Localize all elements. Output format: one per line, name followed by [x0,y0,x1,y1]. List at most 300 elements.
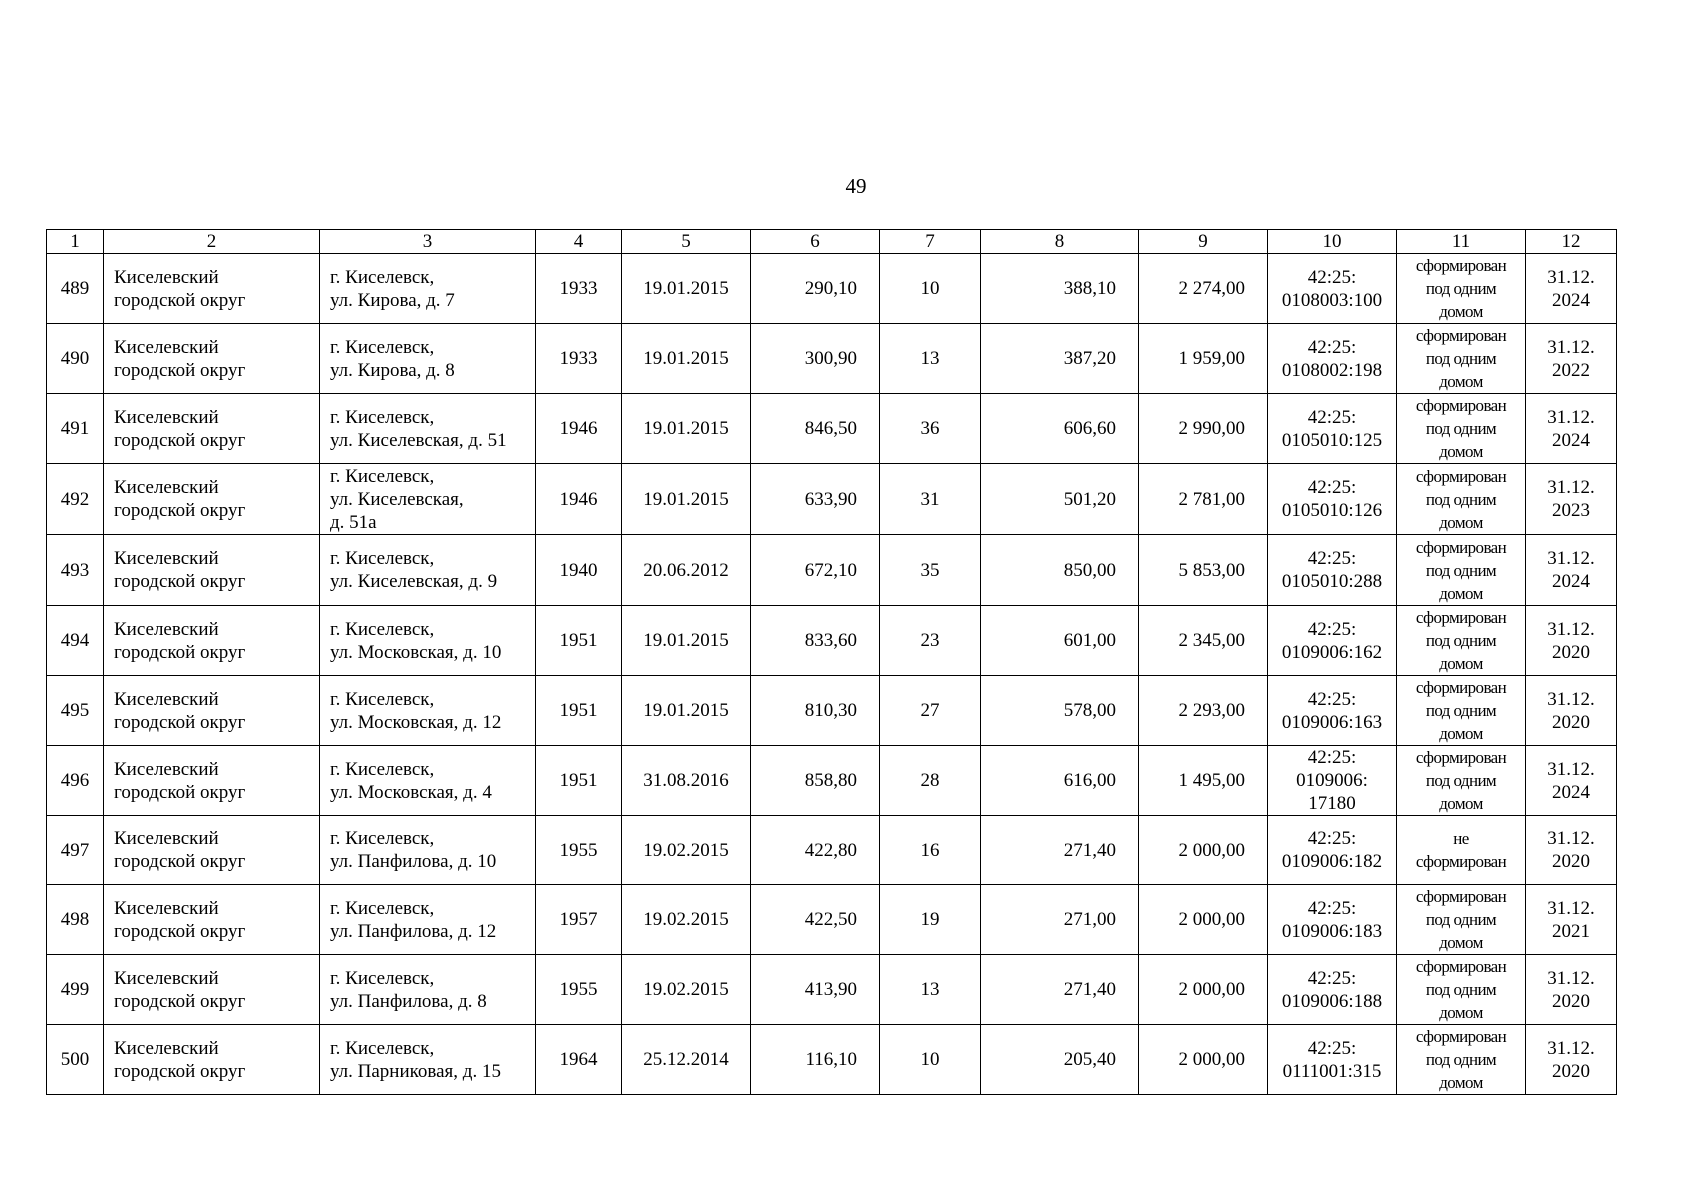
municipality-cell [104,1025,320,1095]
column-8-cell: 601,00 [981,606,1139,676]
address-cell-line: г. Киселевск, [330,1037,435,1059]
land-plot-status-cell [1397,535,1526,606]
registry-table [46,229,1617,1095]
land-plot-status-cell-line: домом [1439,302,1483,321]
cadastral-number-cell-line: 42:25: [1307,897,1357,919]
municipality-cell-line: Киселевский [114,336,219,358]
land-plot-status-cell [1397,885,1526,955]
municipality-cell-line: городской округ [114,500,246,521]
deadline-cell-line: 2020 [1552,851,1590,872]
column-9-cell: 2 000,00 [1139,885,1268,955]
column-9-cell: 2 990,00 [1139,394,1268,464]
date-cell: 25.12.2014 [622,1025,751,1095]
cadastral-number-cell-line: 0109006:183 [1281,920,1383,942]
address-cell [320,464,536,535]
municipality-cell-line: Киселевский [114,266,219,288]
address-cell-line: ул. Московская, д. 4 [330,781,492,803]
address-cell [320,606,536,676]
deadline-cell-line: 31.12. [1547,477,1595,498]
table-body [47,254,1617,1095]
address-cell-line: д. 51а [330,511,377,533]
land-plot-status-cell-line: сформирован [1415,852,1507,871]
year-cell: 1933 [536,254,622,324]
address-cell-line: г. Киселевск, [330,897,435,919]
land-plot-status-cell-line: домом [1439,583,1483,603]
municipality-cell [104,464,320,535]
column-8-cell: 271,00 [981,885,1139,955]
row-number-cell: 499 [47,955,104,1025]
address-cell [320,885,536,955]
column-7-cell: 19 [880,885,981,955]
column-7-cell: 10 [880,1025,981,1095]
cadastral-number-cell-line: 42:25: [1307,747,1357,768]
column-7-cell: 23 [880,606,981,676]
cadastral-number-cell-line: 42:25: [1307,688,1357,710]
address-cell-line: г. Киселевск, [330,266,435,288]
municipality-cell [104,885,320,955]
table-row [47,535,1617,606]
municipality-cell-line: Киселевский [114,758,219,780]
deadline-cell-line: 2024 [1552,571,1590,592]
column-8-cell: 606,60 [981,394,1139,464]
deadline-cell [1526,394,1617,464]
cadastral-number-cell [1268,955,1397,1025]
column-8-cell: 271,40 [981,955,1139,1025]
land-plot-status-cell-line: под одним [1425,771,1497,790]
column-7-cell: 13 [880,324,981,394]
address-cell [320,746,536,816]
land-plot-status-cell-line: под одним [1425,279,1497,298]
address-cell-line: г. Киселевск, [330,465,435,487]
deadline-cell [1526,606,1617,676]
deadline-cell-line: 31.12. [1547,266,1595,288]
land-plot-status-cell [1397,394,1526,464]
cadastral-number-cell [1268,606,1397,676]
land-plot-status-cell-line: сформирован [1415,748,1507,767]
land-plot-status-cell-line: не [1453,829,1469,848]
column-8-cell: 205,40 [981,1025,1139,1095]
address-cell-line: г. Киселевск, [330,688,435,710]
cadastral-number-cell [1268,816,1397,885]
address-cell-line: ул. Панфилова, д. 10 [330,851,497,872]
address-cell [320,254,536,324]
column-9-cell: 1 959,00 [1139,324,1268,394]
address-cell-line: г. Киселевск, [330,406,435,428]
column-header: 9 [1139,230,1268,254]
column-7-cell: 28 [880,746,981,816]
address-cell [320,1025,536,1095]
cadastral-number-cell [1268,746,1397,816]
year-cell: 1946 [536,394,622,464]
deadline-cell-line: 31.12. [1547,406,1595,428]
year-cell: 1951 [536,606,622,676]
deadline-cell-line: 2020 [1552,990,1590,1012]
column-7-cell: 27 [880,676,981,746]
municipality-cell-line: Киселевский [114,548,219,569]
column-9-cell: 2 274,00 [1139,254,1268,324]
column-7-cell: 16 [880,816,981,885]
deadline-cell [1526,676,1617,746]
municipality-cell-line: городской округ [114,289,246,311]
municipality-cell [104,394,320,464]
land-plot-status-cell-line: под одним [1425,980,1497,999]
column-8-cell: 578,00 [981,676,1139,746]
column-6-cell: 413,90 [751,955,880,1025]
land-plot-status-cell [1397,324,1526,394]
cadastral-number-cell [1268,676,1397,746]
land-plot-status-cell-line: сформирован [1415,608,1507,627]
cadastral-number-cell-line: 0108003:100 [1281,289,1383,311]
municipality-cell-line: городской округ [114,851,246,872]
municipality-cell-line: Киселевский [114,828,219,849]
date-cell: 19.02.2015 [622,816,751,885]
municipality-cell [104,746,320,816]
table-row [47,816,1617,885]
land-plot-status-cell-line: домом [1439,442,1483,461]
deadline-cell [1526,955,1617,1025]
column-6-cell: 422,80 [751,816,880,885]
table-row [47,464,1617,535]
row-number-cell: 498 [47,885,104,955]
deadline-cell [1526,464,1617,535]
cadastral-number-cell-line: 0111001:315 [1282,1060,1382,1082]
deadline-cell [1526,535,1617,606]
municipality-cell-line: Киселевский [114,406,219,428]
date-cell: 19.01.2015 [622,324,751,394]
land-plot-status-cell [1397,676,1526,746]
municipality-cell [104,816,320,885]
land-plot-status-cell-line: сформирован [1415,1027,1507,1046]
year-cell: 1957 [536,885,622,955]
municipality-cell-line: городской округ [114,711,246,733]
address-cell-line: г. Киселевск, [330,618,435,640]
address-cell-line: ул. Парниковая, д. 15 [330,1060,501,1082]
table-row [47,254,1617,324]
municipality-cell-line: городской округ [114,571,246,592]
land-plot-status-cell-line: под одним [1425,701,1497,720]
year-cell: 1955 [536,955,622,1025]
year-cell: 1951 [536,746,622,816]
year-cell: 1955 [536,816,622,885]
column-9-cell: 2 000,00 [1139,955,1268,1025]
land-plot-status-cell [1397,464,1526,535]
land-plot-status-cell-line: сформирован [1415,326,1507,345]
table-row [47,676,1617,746]
date-cell: 19.01.2015 [622,464,751,535]
cadastral-number-cell-line: 0109006:188 [1281,990,1383,1012]
row-number-cell: 492 [47,464,104,535]
land-plot-status-cell-line: домом [1439,654,1483,673]
municipality-cell [104,254,320,324]
column-9-cell: 2 781,00 [1139,464,1268,535]
cadastral-number-cell-line: 0105010:125 [1281,429,1383,451]
column-header: 4 [536,230,622,254]
municipality-cell [104,676,320,746]
year-cell: 1933 [536,324,622,394]
cadastral-number-cell-line: 0109006:182 [1281,851,1383,872]
municipality-cell-line: городской округ [114,990,246,1012]
land-plot-status-cell-line: под одним [1425,419,1497,438]
cadastral-number-cell-line: 42:25: [1307,266,1357,288]
land-plot-status-cell-line: под одним [1425,560,1497,580]
year-cell: 1951 [536,676,622,746]
address-cell-line: ул. Киселевская, д. 51 [330,429,507,451]
land-plot-status-cell-line: сформирован [1415,396,1507,415]
address-cell [320,816,536,885]
cadastral-number-cell-line: 42:25: [1307,618,1357,640]
date-cell: 20.06.2012 [622,535,751,606]
cadastral-number-cell-line: 42:25: [1307,548,1357,569]
column-9-cell: 5 853,00 [1139,535,1268,606]
column-8-cell: 388,10 [981,254,1139,324]
column-header: 1 [47,230,104,254]
address-cell [320,394,536,464]
municipality-cell [104,324,320,394]
date-cell: 31.08.2016 [622,746,751,816]
land-plot-status-cell-line: под одним [1425,631,1497,650]
cadastral-number-cell [1268,885,1397,955]
municipality-cell-line: городской округ [114,429,246,451]
land-plot-status-cell-line: под одним [1425,489,1497,509]
column-6-cell: 422,50 [751,885,880,955]
column-6-cell: 633,90 [751,464,880,535]
municipality-cell-line: Киселевский [114,477,219,498]
land-plot-status-cell-line: домом [1439,512,1483,532]
column-8-cell: 850,00 [981,535,1139,606]
column-7-cell: 31 [880,464,981,535]
address-cell [320,955,536,1025]
address-cell-line: ул. Киселевская, [330,488,464,510]
address-cell-line: г. Киселевск, [330,336,435,358]
address-cell-line: г. Киселевск, [330,758,435,780]
column-6-cell: 116,10 [751,1025,880,1095]
cadastral-number-cell-line: 42:25: [1307,967,1357,989]
column-7-cell: 10 [880,254,981,324]
land-plot-status-cell-line: домом [1439,1003,1483,1022]
municipality-cell [104,955,320,1025]
land-plot-status-cell-line: под одним [1425,1050,1497,1069]
cadastral-number-cell [1268,1025,1397,1095]
address-cell-line: ул. Московская, д. 12 [330,711,502,733]
date-cell: 19.01.2015 [622,676,751,746]
column-8-cell: 387,20 [981,324,1139,394]
address-cell-line: г. Киселевск, [330,967,435,989]
column-header: 10 [1268,230,1397,254]
municipality-cell-line: городской округ [114,781,246,803]
column-6-cell: 810,30 [751,676,880,746]
deadline-cell-line: 2020 [1552,641,1590,663]
row-number-cell: 494 [47,606,104,676]
cadastral-number-cell-line: 0109006: [1296,770,1368,791]
column-header: 12 [1526,230,1617,254]
year-cell: 1964 [536,1025,622,1095]
column-7-cell: 13 [880,955,981,1025]
column-6-cell: 672,10 [751,535,880,606]
cadastral-number-cell [1268,464,1397,535]
address-cell-line: ул. Кирова, д. 8 [330,359,455,381]
column-header: 5 [622,230,751,254]
column-number-row [47,230,1617,254]
deadline-cell [1526,885,1617,955]
deadline-cell-line: 31.12. [1547,758,1595,780]
row-number-cell: 491 [47,394,104,464]
municipality-cell-line: Киселевский [114,967,219,989]
deadline-cell-line: 2024 [1552,289,1590,311]
deadline-cell-line: 2024 [1552,781,1590,803]
cadastral-number-cell [1268,394,1397,464]
deadline-cell-line: 31.12. [1547,897,1595,919]
table-row [47,1025,1617,1095]
cadastral-number-cell-line: 0108002:198 [1281,359,1383,381]
column-8-cell: 501,20 [981,464,1139,535]
land-plot-status-cell [1397,1025,1526,1095]
land-plot-status-cell-line: домом [1439,1073,1483,1092]
municipality-cell-line: городской округ [114,641,246,663]
deadline-cell [1526,254,1617,324]
column-9-cell: 2 293,00 [1139,676,1268,746]
cadastral-number-cell-line: 42:25: [1307,828,1357,849]
deadline-cell-line: 2020 [1552,1060,1590,1082]
cadastral-number-cell-line: 42:25: [1307,336,1357,358]
deadline-cell [1526,324,1617,394]
deadline-cell [1526,816,1617,885]
cadastral-number-cell [1268,535,1397,606]
cadastral-number-cell [1268,254,1397,324]
row-number-cell: 497 [47,816,104,885]
municipality-cell-line: Киселевский [114,897,219,919]
cadastral-number-cell-line: 0109006:163 [1281,711,1383,733]
deadline-cell [1526,1025,1617,1095]
column-9-cell: 2 000,00 [1139,816,1268,885]
column-header: 6 [751,230,880,254]
row-number-cell: 489 [47,254,104,324]
land-plot-status-cell-line: сформирован [1415,957,1507,976]
deadline-cell-line: 31.12. [1547,688,1595,710]
cadastral-number-cell-line: 0105010:288 [1281,571,1383,592]
table-row [47,885,1617,955]
municipality-cell [104,606,320,676]
column-9-cell: 2 345,00 [1139,606,1268,676]
column-7-cell: 36 [880,394,981,464]
municipality-cell-line: Киселевский [114,618,219,640]
row-number-cell: 490 [47,324,104,394]
municipality-cell [104,535,320,606]
address-cell-line: г. Киселевск, [330,828,435,849]
address-cell-line: ул. Панфилова, д. 12 [330,920,497,942]
cadastral-number-cell-line: 42:25: [1307,477,1357,498]
column-header: 2 [104,230,320,254]
table-row [47,746,1617,816]
deadline-cell-line: 31.12. [1547,618,1595,640]
deadline-cell-line: 2021 [1552,920,1590,942]
year-cell: 1940 [536,535,622,606]
column-9-cell: 2 000,00 [1139,1025,1268,1095]
land-plot-status-cell-line: сформирован [1415,466,1507,486]
land-plot-status-cell [1397,746,1526,816]
address-cell-line: ул. Кирова, д. 7 [330,289,455,311]
column-header: 3 [320,230,536,254]
address-cell-line: г. Киселевск, [330,548,435,569]
municipality-cell-line: Киселевский [114,1037,219,1059]
address-cell [320,676,536,746]
deadline-cell-line: 31.12. [1547,336,1595,358]
deadline-cell-line: 31.12. [1547,967,1595,989]
row-number-cell: 496 [47,746,104,816]
deadline-cell [1526,746,1617,816]
cadastral-number-cell-line: 42:25: [1307,1037,1357,1059]
row-number-cell: 493 [47,535,104,606]
cadastral-number-cell [1268,324,1397,394]
date-cell: 19.01.2015 [622,606,751,676]
column-6-cell: 846,50 [751,394,880,464]
cadastral-number-cell-line: 0109006:162 [1281,641,1383,663]
date-cell: 19.01.2015 [622,394,751,464]
date-cell: 19.02.2015 [622,955,751,1025]
address-cell [320,324,536,394]
column-header: 8 [981,230,1139,254]
land-plot-status-cell-line: домом [1439,372,1483,391]
land-plot-status-cell [1397,606,1526,676]
cadastral-number-cell-line: 0105010:126 [1281,500,1383,521]
column-6-cell: 858,80 [751,746,880,816]
land-plot-status-cell [1397,955,1526,1025]
address-cell-line: ул. Киселевская, д. 9 [330,571,498,592]
row-number-cell: 500 [47,1025,104,1095]
land-plot-status-cell-line: домом [1439,794,1483,813]
land-plot-status-cell [1397,816,1526,885]
land-plot-status-cell-line: сформирован [1415,256,1507,275]
land-plot-status-cell-line: сформирован [1415,678,1507,697]
column-8-cell: 271,40 [981,816,1139,885]
land-plot-status-cell-line: сформирован [1415,537,1507,557]
municipality-cell-line: городской округ [114,920,246,942]
address-cell [320,535,536,606]
land-plot-status-cell-line: домом [1439,933,1483,952]
table-row [47,324,1617,394]
land-plot-status-cell-line: домом [1439,724,1483,743]
column-6-cell: 300,90 [751,324,880,394]
deadline-cell-line: 2023 [1552,500,1590,521]
column-header: 7 [880,230,981,254]
land-plot-status-cell-line: под одним [1425,349,1497,368]
date-cell: 19.01.2015 [622,254,751,324]
deadline-cell-line: 2022 [1552,359,1590,381]
table-row [47,394,1617,464]
land-plot-status-cell-line: под одним [1425,910,1497,929]
column-6-cell: 833,60 [751,606,880,676]
deadline-cell-line: 2024 [1552,429,1590,451]
table-row [47,955,1617,1025]
municipality-cell-line: городской округ [114,1060,246,1082]
column-header: 11 [1397,230,1526,254]
land-plot-status-cell [1397,254,1526,324]
page-number: 49 [845,174,867,198]
address-cell-line: ул. Московская, д. 10 [330,641,502,663]
deadline-cell-line: 2020 [1552,711,1590,733]
column-9-cell: 1 495,00 [1139,746,1268,816]
deadline-cell-line: 31.12. [1547,1037,1595,1059]
year-cell: 1946 [536,464,622,535]
column-7-cell: 35 [880,535,981,606]
deadline-cell-line: 31.12. [1547,828,1595,849]
column-8-cell: 616,00 [981,746,1139,816]
column-6-cell: 290,10 [751,254,880,324]
date-cell: 19.02.2015 [622,885,751,955]
deadline-cell-line: 31.12. [1547,548,1595,569]
table-row [47,606,1617,676]
municipality-cell-line: Киселевский [114,688,219,710]
cadastral-number-cell-line: 42:25: [1307,406,1357,428]
